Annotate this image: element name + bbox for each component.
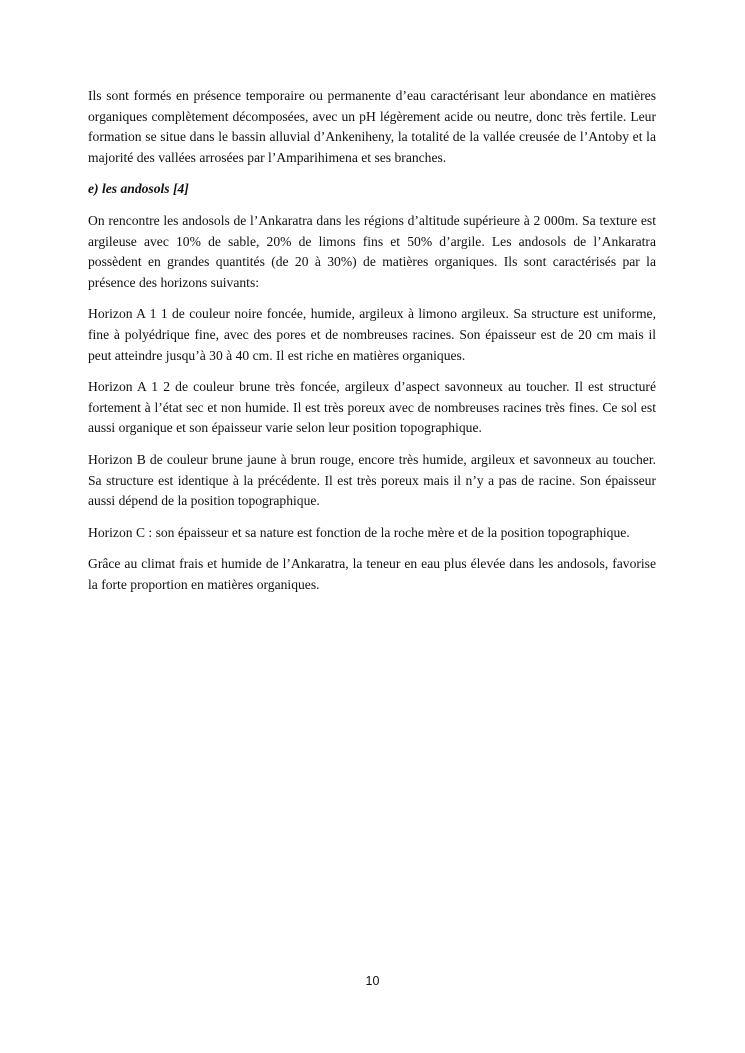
paragraph-climate: Grâce au climat frais et humide de l’Ankaratra, la teneur en eau plus élevée dans les andosols, favorise la forte proportion en matières organiques. — [88, 556, 656, 592]
paragraph-horizon-a11: Horizon A 1 1 de couleur noire foncée, humide, argileux à limono argileux. Sa structure est uniforme, fine à polyédrique fine, avec des pores et de nombreuses racines. Son épaisseur est de 20 cm mais il peut atteindre jusqu’à 30 à 40 cm. Il est riche en matières organiques. — [88, 306, 656, 363]
page-body — [88, 86, 656, 606]
section-heading-andosols: e) les andosols [4] — [88, 181, 189, 197]
paragraph-andosols-intro: On rencontre les andosols de l’Ankaratra dans les régions d’altitude supérieure à 2 000m. Sa texture est argileuse avec 10% de sable, 20% de limons fins et 50% d’argile. Les andosols de l’Ankaratra possèdent en grandes quantités (de 20 à 30%) de matières organiques. Ils sont caractérisés par la présence des horizons suivants: — [88, 212, 656, 290]
paragraph-hydromorphic-soils: Ils sont formés en présence temporaire ou permanente d’eau caractérisant leur abondance en matières organiques complètement décomposées, avec un pH légèrement acide ou neutre, donc très fertile. Leur formation se situe dans le bassin alluvial d’Ankeniheny, la totalité de la vallée creusée de l’Antoby et la majorité des vallées arrosées par l’Amparihimena et ses branches. — [88, 88, 656, 165]
paragraph-horizon-b: Horizon B de couleur brune jaune à brun rouge, encore très humide, argileux et savonneux au toucher. Sa structure est identique à la précédente. Il est très poreux mais il n’y a pas de racine. Son épaisseur aussi dépend de la position topographique. — [88, 451, 656, 509]
paragraph-horizon-a12: Horizon A 1 2 de couleur brune très foncée, argileux d’aspect savonneux au toucher. Il est structuré fortement à l’état sec et non humide. Il est très poreux avec de nombreuses racines très fines. Ce sol est aussi organique et son épaisseur varie selon leur position topographique. — [88, 379, 656, 436]
paragraph-horizon-c: Horizon C : son épaisseur et sa nature est fonction de la roche mère et de la position topographique. — [88, 524, 630, 540]
page-number: 10 — [365, 974, 380, 988]
